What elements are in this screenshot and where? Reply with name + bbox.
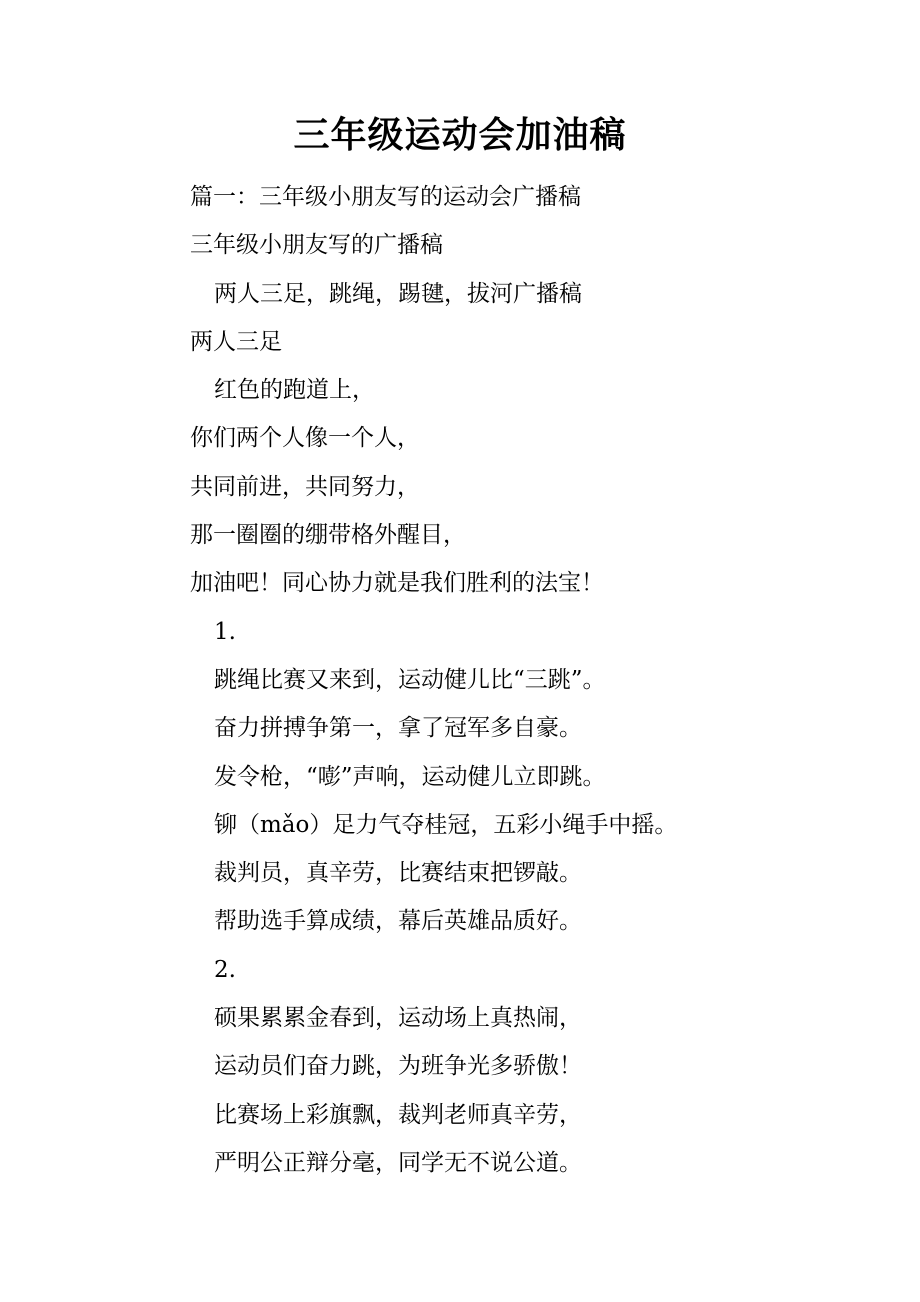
text-line: 严明公正辩分毫，同学无不说公道。 [214,1149,582,1176]
text-line: 共同前进，共同努力， [190,473,420,500]
text-line: 篇一：三年级小朋友写的运动会广播稿 [190,184,581,210]
document-body [190,173,890,1187]
text-line: 两人三足，跳绳，踢毽，拔河广播稿 [214,280,582,307]
text-line: 硕果累累金春到，运动场上真热闹， [214,1005,582,1032]
text-line: 铆（mǎo）足力气夺桂冠，五彩小绳手中摇。 [214,811,678,838]
text-line: 加油吧！同心协力就是我们胜利的法宝！ [190,570,604,597]
text-line: 你们两个人像一个人， [190,425,420,452]
text-line: 比赛场上彩旗飘，裁判老师真辛劳， [214,1101,582,1128]
text-line: 1. [214,618,236,645]
text-line: 三年级小朋友写的广播稿 [190,232,443,259]
document-title: 三年级运动会加油稿 [293,115,627,156]
text-line: 2. [214,956,236,983]
text-line: 发令枪，“嘭”声响，运动健儿立即跳。 [214,763,606,790]
text-line: 那一圈圈的绷带格外醒目， [190,522,466,549]
text-line: 裁判员，真辛劳，比赛结束把锣敲。 [214,860,582,887]
text-line: 红色的跑道上， [214,377,375,404]
text-line: 运动员们奋力跳，为班争光多骄傲！ [214,1053,582,1080]
text-line: 两人三足 [190,328,282,355]
text-line: 帮助选手算成绩，幕后英雄品质好。 [214,908,582,935]
text-line: 跳绳比赛又来到，运动健儿比“三跳”。 [214,666,606,693]
text-line: 奋力拼搏争第一，拿了冠军多自豪。 [214,715,582,742]
